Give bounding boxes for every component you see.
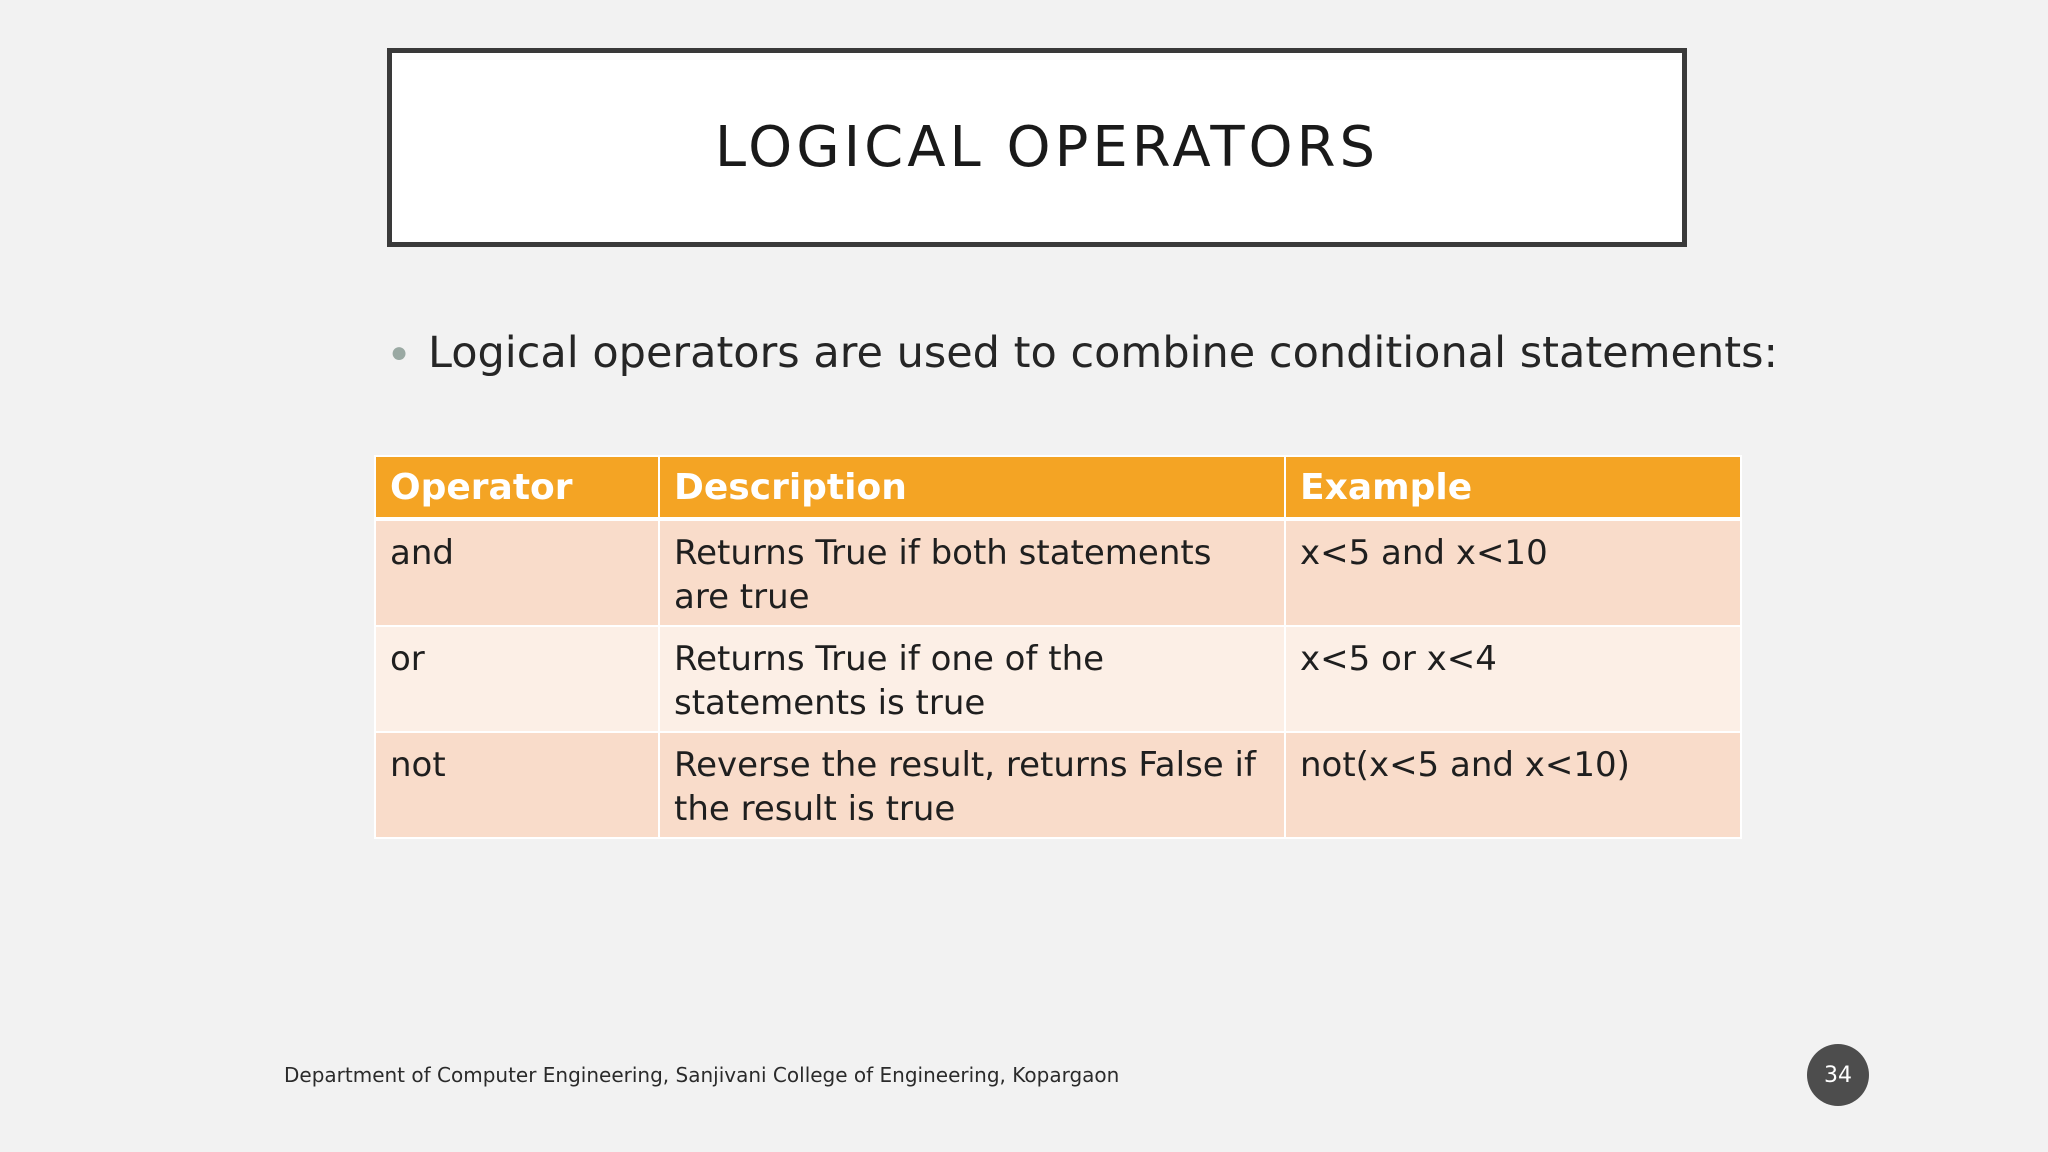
table-row	[375, 732, 1741, 838]
cell-example: x<5 or x<4	[1285, 626, 1741, 732]
header-example: Example	[1285, 456, 1741, 519]
table-row	[375, 626, 1741, 732]
slide-title: LOGICAL OPERATORS	[714, 115, 1380, 180]
bullet-point	[390, 328, 1778, 378]
title-box	[387, 48, 1687, 247]
slide-footer: Department of Computer Engineering, Sanjivani College of Engineering, Kopargaon	[284, 1063, 1120, 1087]
table-header-row	[375, 456, 1741, 519]
cell-operator: not	[375, 732, 659, 838]
cell-example: not(x<5 and x<10)	[1285, 732, 1741, 838]
bullet-text: Logical operators are used to combine conditional statements:	[428, 328, 1778, 378]
cell-operator: and	[375, 519, 659, 626]
logical-operators-table	[374, 455, 1742, 839]
cell-operator: or	[375, 626, 659, 732]
table-row	[375, 519, 1741, 626]
cell-description: Returns True if both statements are true	[659, 519, 1285, 626]
cell-description: Returns True if one of the statements is true	[659, 626, 1285, 732]
header-operator: Operator	[375, 456, 659, 519]
bullet-dot-icon: ●	[390, 336, 409, 369]
cell-example: x<5 and x<10	[1285, 519, 1741, 626]
page-number-badge	[1807, 1044, 1869, 1106]
cell-description: Reverse the result, returns False if the result is true	[659, 732, 1285, 838]
page-number: 34	[1824, 1062, 1852, 1088]
header-description: Description	[659, 456, 1285, 519]
